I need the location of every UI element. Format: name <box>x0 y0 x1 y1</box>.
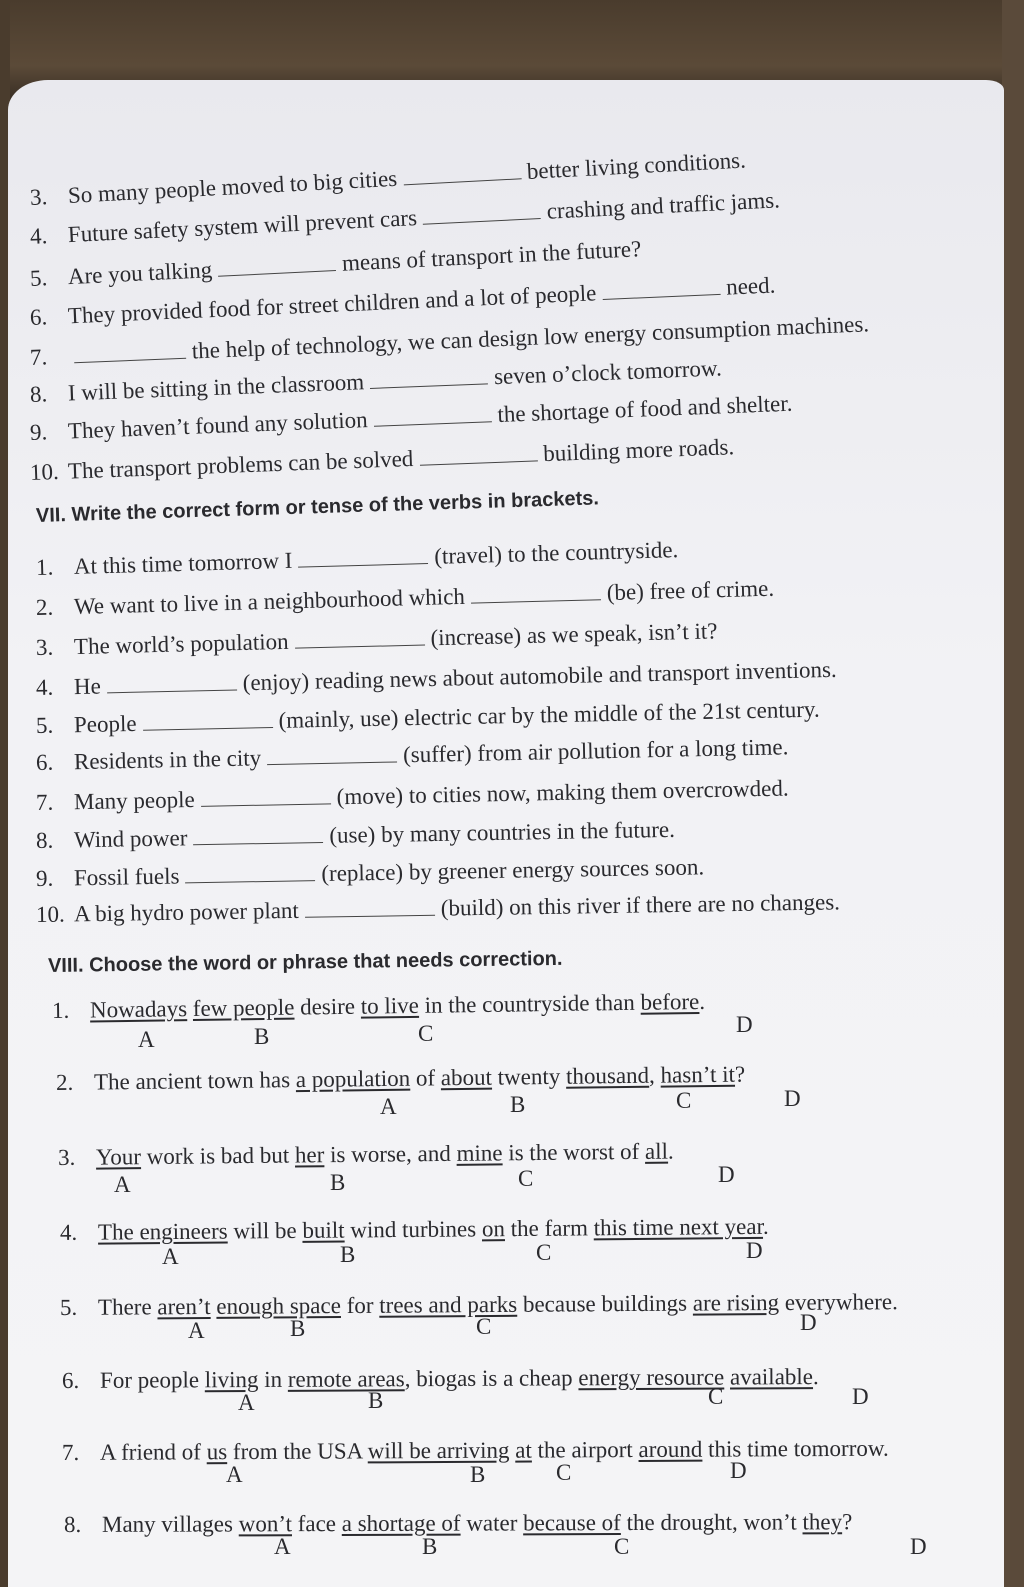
answer-blank[interactable] <box>370 382 488 389</box>
s7-item-1: 1. At this time tomorrow I (travel) to the countryside. <box>35 537 679 580</box>
answer-blank[interactable] <box>471 598 601 603</box>
option-c[interactable]: on <box>481 1216 506 1242</box>
option-letter: C <box>536 1240 552 1265</box>
option-letter: D <box>852 1384 869 1409</box>
option-letter: A <box>226 1462 243 1487</box>
s8-item-2: 2. The ancient town has a population of about twenty thousand, hasn’t it? <box>55 1061 746 1095</box>
option-letter: B <box>330 1170 346 1195</box>
answer-blank[interactable] <box>603 293 721 300</box>
option-letter: D <box>730 1458 747 1483</box>
option-d[interactable]: around <box>638 1436 703 1462</box>
option-a[interactable]: Your <box>95 1144 142 1170</box>
option-d[interactable]: hasn’t it <box>660 1061 736 1088</box>
option-letter: A <box>274 1534 291 1559</box>
option-letter: C <box>418 1021 434 1046</box>
s8-item-6: 6. For people living in remote areas, biogas is a cheap energy resource available. <box>61 1364 819 1393</box>
option-a[interactable]: Nowadays <box>89 996 188 1023</box>
option-c[interactable]: at <box>515 1437 532 1463</box>
option-letter: D <box>736 1012 753 1037</box>
option-letter: B <box>470 1462 486 1487</box>
answer-blank[interactable] <box>193 841 323 845</box>
option-letter: C <box>518 1166 534 1191</box>
s8-item-3: 3. Your work is bad but her is worse, and mine is the worst of all. <box>57 1138 674 1170</box>
option-d[interactable]: all <box>644 1138 669 1164</box>
option-c[interactable]: because of <box>523 1510 621 1536</box>
option-letter: C <box>556 1460 572 1485</box>
option-a[interactable]: living <box>204 1366 259 1393</box>
answer-blank[interactable] <box>299 562 429 568</box>
s7-item-3: 3. The world’s population (increase) as we speak, isn’t it? <box>35 618 718 660</box>
option-letter: A <box>238 1390 255 1415</box>
option-d[interactable]: this time next year <box>593 1213 764 1241</box>
option-letter: C <box>476 1314 492 1339</box>
option-letter: B <box>422 1534 438 1559</box>
answer-blank[interactable] <box>186 879 316 883</box>
answer-blank[interactable] <box>423 217 541 225</box>
option-letter: B <box>254 1024 270 1049</box>
option-letter: A <box>380 1094 397 1119</box>
option-c[interactable]: trees and parks <box>379 1291 518 1318</box>
option-letter: A <box>138 1027 155 1052</box>
option-c[interactable]: thousand <box>565 1062 650 1089</box>
answer-blank[interactable] <box>267 760 397 765</box>
s6-item-5: 5. Are you talking means of transport in the future? <box>29 236 642 291</box>
s6-item-8: 8. I will be sitting in the classroom seven o’clock tomorrow. <box>29 355 723 407</box>
answer-blank[interactable] <box>107 688 237 693</box>
option-d[interactable]: are rising <box>692 1289 780 1316</box>
option-b[interactable]: remote areas <box>287 1366 405 1392</box>
answer-blank[interactable] <box>403 177 521 185</box>
option-letter: D <box>784 1086 801 1111</box>
option-letter: D <box>746 1238 763 1263</box>
option-letter: C <box>614 1534 630 1559</box>
option-letter: B <box>368 1388 384 1413</box>
s6-item-7: 7. the help of technology, we can design low energy consumption machines. <box>29 311 870 370</box>
option-b[interactable]: few people <box>192 994 295 1022</box>
option-d[interactable]: they <box>802 1509 843 1535</box>
s8-item-8: 8. Many villages won’t face a shortage of water because of the drought, won’t they? <box>63 1509 853 1537</box>
s6-item-6: 6. They provided food for street children and a lot of people need. <box>29 272 776 330</box>
option-letter: D <box>800 1310 817 1335</box>
s8-item-7: 7. A friend of us from the USA will be arriving at the airport around this time tomorrow. <box>61 1435 889 1465</box>
s7-item-10: 10. A big hydro power plant (build) on this river if there are no changes. <box>35 889 841 927</box>
answer-blank[interactable] <box>74 357 186 363</box>
s7-item-5: 5. People (mainly, use) electric car by the middle of the 21st century. <box>35 696 820 738</box>
option-c[interactable]: mine <box>456 1140 503 1166</box>
option-letter: C <box>676 1088 692 1113</box>
option-b[interactable]: enough space <box>216 1293 341 1319</box>
answer-blank[interactable] <box>419 459 537 465</box>
option-b[interactable]: a shortage of <box>341 1510 461 1537</box>
s7-item-9: 9. Fossil fuels (replace) by greener energy sources soon. <box>35 854 705 891</box>
section8-heading: VIII. Choose the word or phrase that needs correction. <box>47 947 563 977</box>
answer-blank[interactable] <box>201 802 331 806</box>
option-a[interactable]: a population <box>295 1065 411 1093</box>
option-a[interactable]: won’t <box>238 1511 292 1537</box>
option-d[interactable]: available <box>729 1364 814 1390</box>
s7-item-6: 6. Residents in the city (suffer) from air pollution for a long time. <box>35 734 789 775</box>
section7-heading: VII. Write the correct form or tense of the verbs in brackets. <box>35 487 600 527</box>
answer-blank[interactable] <box>143 726 273 731</box>
answer-blank[interactable] <box>218 269 336 277</box>
option-a[interactable]: aren’t <box>157 1293 211 1320</box>
option-b[interactable]: will be arriving <box>367 1437 510 1464</box>
s8-item-4: 4. The engineers will be built wind turbines on the farm this time next year. <box>59 1213 769 1245</box>
s7-item-7: 7. Many people (move) to cities now, making them overcrowded. <box>35 775 789 815</box>
s7-item-8: 8. Wind power (use) by many countries in the future. <box>35 816 676 853</box>
answer-blank[interactable] <box>295 644 425 649</box>
option-b[interactable]: built <box>302 1217 345 1243</box>
option-a[interactable]: us <box>206 1439 228 1465</box>
option-letter: D <box>910 1534 927 1559</box>
s6-item-10: 10. The transport problems can be solved building more roads. <box>29 434 735 485</box>
s7-item-2: 2. We want to live in a neighbourhood which (be) free of crime. <box>35 575 775 620</box>
answer-blank[interactable] <box>305 914 435 918</box>
option-letter: A <box>162 1244 179 1269</box>
option-letter: A <box>114 1172 131 1197</box>
option-letter: B <box>510 1092 526 1117</box>
s6-item-3: 3. So many people moved to big citiesbetter living conditions. <box>29 147 747 210</box>
option-b[interactable]: about <box>440 1064 493 1091</box>
s6-item-9: 9. They haven’t found any solution the shortage of food and shelter. <box>29 390 793 445</box>
option-letter: A <box>188 1318 205 1343</box>
s6-item-4: 4. Future safety system will prevent cars crashing and traffic jams. <box>29 187 781 249</box>
s7-item-4: 4. He (enjoy) reading news about automobile and transport inventions. <box>35 656 837 700</box>
answer-blank[interactable] <box>374 420 492 427</box>
option-c[interactable]: energy resource <box>578 1364 725 1391</box>
option-letter: B <box>290 1316 306 1341</box>
option-letter: D <box>718 1162 735 1187</box>
s8-item-1: 1. Nowadays few people desire to live in the countryside than before. <box>51 988 706 1023</box>
option-a[interactable]: The engineers <box>97 1218 228 1245</box>
option-b[interactable]: her <box>294 1142 325 1168</box>
option-c[interactable]: to live <box>360 992 420 1019</box>
option-letter: B <box>340 1242 356 1267</box>
s8-item-5: 5. There aren’t enough space for trees and parks because buildings are rising everywhere. <box>59 1289 898 1320</box>
option-d[interactable]: before <box>640 988 700 1015</box>
option-letter: C <box>708 1384 724 1409</box>
